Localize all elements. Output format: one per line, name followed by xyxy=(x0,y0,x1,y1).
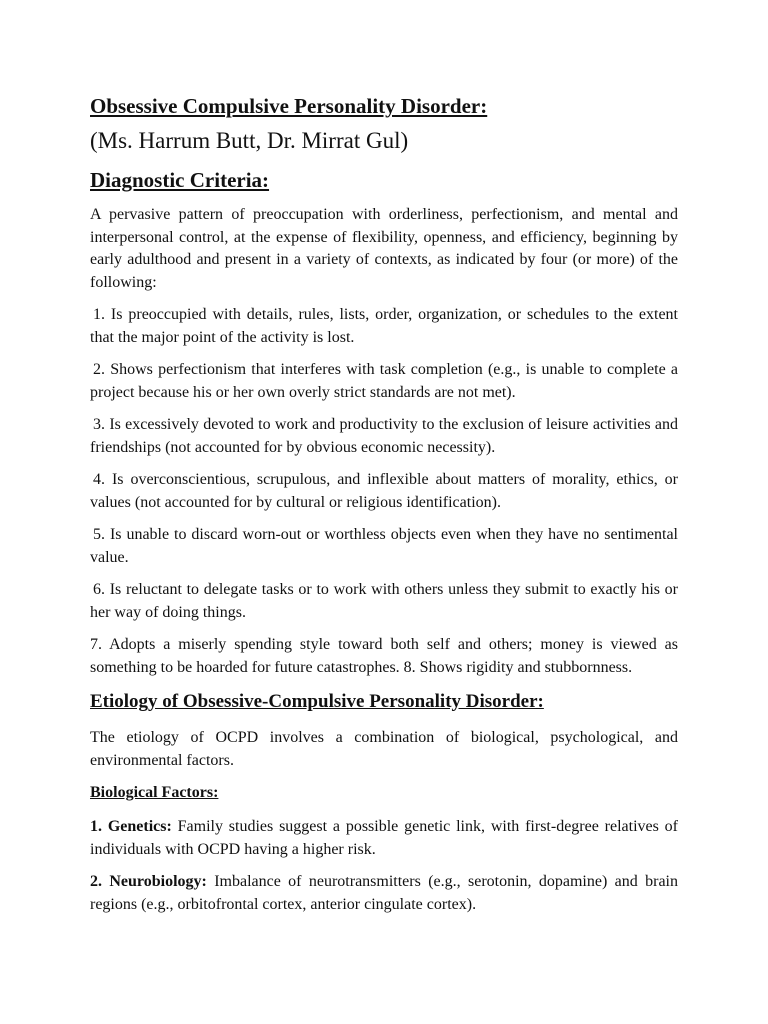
factor-label: 2. Neurobiology: xyxy=(90,873,207,890)
criterion-number: 2. xyxy=(93,361,105,378)
document-authors: (Ms. Harrum Butt, Dr. Mirrat Gul) xyxy=(90,128,409,153)
factor-genetics xyxy=(90,816,678,861)
etiology-intro: The etiology of OCPD involves a combination of biological, psychological, and environmental factors. xyxy=(90,729,678,769)
criterion-5 xyxy=(90,524,678,569)
criterion-1 xyxy=(90,304,678,349)
criterion-number: 1. xyxy=(93,306,105,323)
criterion-7 xyxy=(90,634,678,679)
criterion-number: 6. xyxy=(93,581,105,598)
factor-text: Family studies suggest a possible genetic link, with first-degree relatives of individuals with OCPD having a higher risk. xyxy=(90,818,678,858)
criterion-4 xyxy=(90,469,678,514)
criterion-number: 7. xyxy=(90,636,102,653)
factor-label: 1. Genetics: xyxy=(90,818,172,835)
factor-text: Imbalance of neurotransmitters (e.g., serotonin, dopamine) and brain regions (e.g., orbitofrontal cortex, anterior cingulate cortex). xyxy=(90,873,679,913)
criterion-6 xyxy=(90,579,678,624)
criterion-2 xyxy=(90,359,678,404)
etiology-heading: Etiology of Obsessive-Compulsive Personality Disorder: xyxy=(90,691,544,712)
criterion-text: Is unable to discard worn-out or worthless objects even when they have no sentimental value. xyxy=(90,526,679,566)
document-title: Obsessive Compulsive Personality Disorder: xyxy=(90,94,488,118)
biological-factors-heading: Biological Factors: xyxy=(90,784,219,801)
criterion-number: 3. xyxy=(93,416,105,433)
criterion-text: Is reluctant to delegate tasks or to work with others unless they submit to exactly his or her way of doing things. xyxy=(90,581,679,621)
criterion-number: 5. xyxy=(93,526,105,543)
criterion-text: Is excessively devoted to work and productivity to the exclusion of leisure activities and friendships (not accounted for by obvious economic necessity). xyxy=(90,416,679,456)
factor-neurobiology xyxy=(90,871,678,916)
criterion-text: Shows perfectionism that interferes with task completion (e.g., is unable to complete a project because his or her own overly strict standards are not met). xyxy=(90,361,679,401)
criterion-number: 4. xyxy=(93,471,105,488)
document-page xyxy=(90,92,678,926)
criterion-3 xyxy=(90,414,678,459)
criterion-text: Is overconscientious, scrupulous, and inflexible about matters of morality, ethics, or values (not accounted for by cultural or religious identification). xyxy=(90,471,679,511)
diagnostic-intro: A pervasive pattern of preoccupation with orderliness, perfectionism, and mental and interpersonal control, at the expense of flexibility, openness, and efficiency, beginning by early adulthood and present in a variety of contexts, as indicated by four (or more) of the following: xyxy=(90,206,678,291)
criterion-text: Is preoccupied with details, rules, lists, order, organization, or schedules to the extent that the major point of the activity is lost. xyxy=(90,306,679,346)
criterion-text: Adopts a miserly spending style toward both self and others; money is viewed as something to be hoarded for future catastrophes. 8. Shows rigidity and stubbornness. xyxy=(90,636,678,676)
diagnostic-criteria-heading: Diagnostic Criteria: xyxy=(90,168,270,192)
